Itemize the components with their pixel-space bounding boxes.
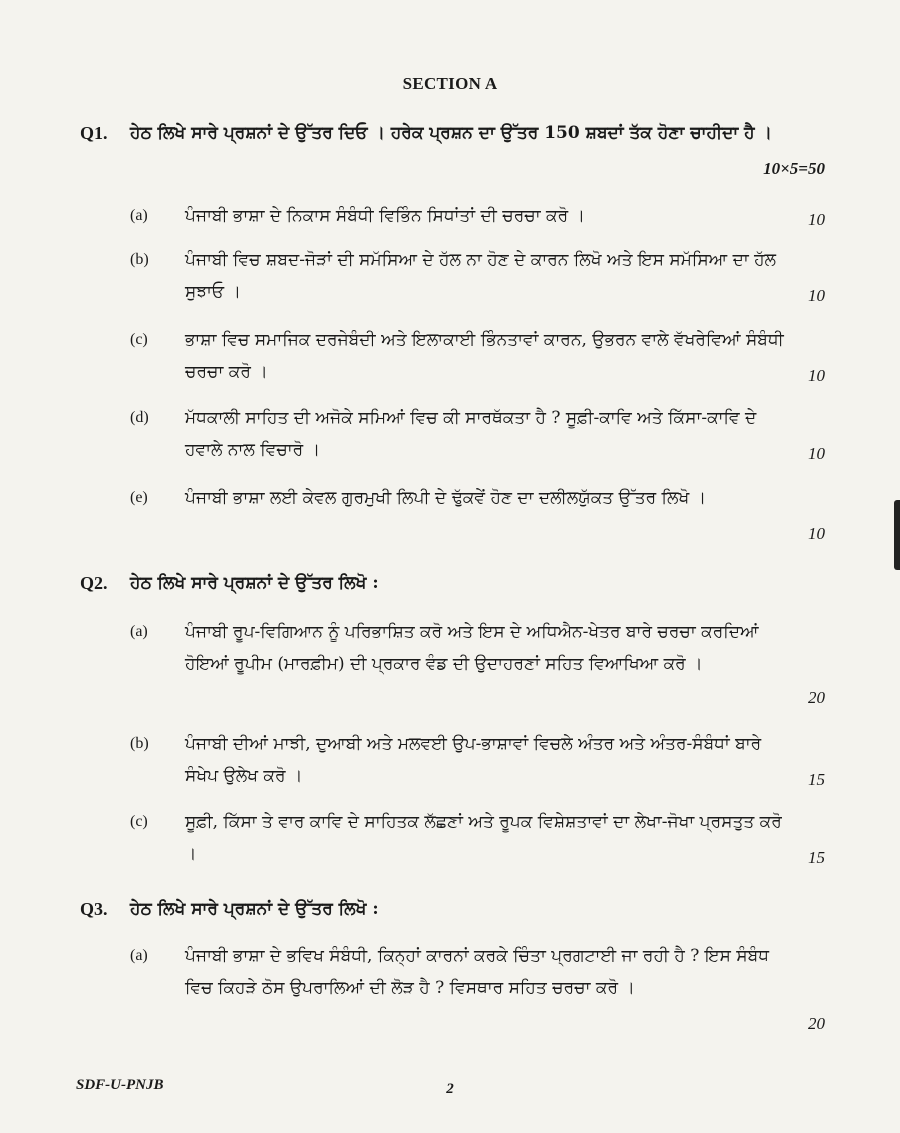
item-label: (a) bbox=[130, 947, 148, 964]
item-marks: 10 bbox=[808, 444, 825, 463]
question-item bbox=[130, 324, 825, 392]
item-text: ਪੰਜਾਬੀ ਭਾਸ਼ਾ ਦੇ ਭਵਿਖ ਸੰਬੰਧੀ, ਕਿਨ੍ਹਾਂ ਕਾਰਨਾਂ ਕਰਕੇ ਚਿੰਤਾ ਪ੍ਰਗਟਾਈ ਜਾ ਰਹੀ ਹੈ ? ਇਸ ਸੰਬੰਧ ਵਿਚ ਕਿਹੜੇ ਠੋਸ ਉਪਰਾਲਿਆਂ ਦੀ ਲੋੜ ਹੈ ? ਵਿਸਥਾਰ ਸਹਿਤ ਚਰਚਾ ਕਰੋ । bbox=[185, 946, 769, 998]
item-label: (c) bbox=[130, 331, 148, 348]
item-label: (b) bbox=[130, 735, 149, 752]
item-label: (d) bbox=[130, 409, 149, 426]
question-item bbox=[130, 402, 825, 470]
question-instruction: ਹੇਠ ਲਿਖੇ ਸਾਰੇ ਪ੍ਰਸ਼ਨਾਂ ਦੇ ਉੱਤਰ ਲਿਖੋ : bbox=[130, 899, 379, 919]
item-text: ਮੱਧਕਾਲੀ ਸਾਹਿਤ ਦੀ ਅਜੋਕੇ ਸਮਿਆਂ ਵਿਚ ਕੀ ਸਾਰਥੱਕਤਾ ਹੈ ? ਸੂਫ਼ੀ-ਕਾਵਿ ਅਤੇ ਕਿੱਸਾ-ਕਾਵਿ ਦੇ ਹਵਾਲੇ ਨਾਲ ਵਿਚਾਰੋ । bbox=[185, 408, 757, 460]
item-text: ਪੰਜਾਬੀ ਭਾਸ਼ਾ ਲਈ ਕੇਵਲ ਗੁਰਮੁਖੀ ਲਿਪੀ ਦੇ ਢੁੱਕਵੇਂ ਹੋਣ ਦਾ ਦਲੀਲਯੁੱਕਤ ਉੱਤਰ ਲਿਖੋ । bbox=[185, 488, 707, 508]
item-text: ਪੰਜਾਬੀ ਦੀਆਂ ਮਾਝੀ, ਦੁਆਬੀ ਅਤੇ ਮਲਵਈ ਉਪ-ਭਾਸ਼ਾਵਾਂ ਵਿਚਲੇ ਅੰਤਰ ਅਤੇ ਅੰਤਰ-ਸੰਬੰਧਾਂ ਬਾਰੇ ਸੰਖੇਪ ਉਲੇਖ ਕਰੋ । bbox=[185, 734, 762, 786]
question-number: Q2. bbox=[80, 573, 108, 593]
item-label: (c) bbox=[130, 813, 148, 830]
page-number: 2 bbox=[446, 1081, 454, 1097]
item-label: (e) bbox=[130, 489, 148, 506]
question-item bbox=[130, 616, 825, 714]
question-instruction: ਹੇਠ ਲਿਖੇ ਸਾਰੇ ਪ੍ਰਸ਼ਨਾਂ ਦੇ ਉੱਤਰ ਲਿਖੋ : bbox=[130, 573, 379, 593]
item-label: (a) bbox=[130, 623, 148, 640]
item-text: ਭਾਸ਼ਾ ਵਿਚ ਸਮਾਜਿਕ ਦਰਜੇਬੰਦੀ ਅਤੇ ਇਲਾਕਾਈ ਭਿੰਨਤਾਵਾਂ ਕਾਰਨ, ਉਭਰਨ ਵਾਲੇ ਵੱਖਰੇਵਿਆਂ ਸੰਬੰਧੀ ਚਰਚਾ ਕਰੋ । bbox=[185, 330, 784, 382]
item-label: (b) bbox=[130, 251, 149, 268]
item-marks: 10 bbox=[808, 286, 825, 305]
item-text: ਪੰਜਾਬੀ ਭਾਸ਼ਾ ਦੇ ਨਿਕਾਸ ਸੰਬੰਧੀ ਵਿਭਿੰਨ ਸਿਧਾਂਤਾਂ ਦੀ ਚਰਚਾ ਕਰੋ । bbox=[185, 206, 585, 226]
item-marks: 20 bbox=[808, 688, 825, 707]
total-marks: 10×5=50 bbox=[763, 159, 825, 178]
item-marks: 15 bbox=[808, 848, 825, 867]
question-item bbox=[130, 200, 825, 236]
item-marks: 15 bbox=[808, 770, 825, 789]
item-text: ਪੰਜਾਬੀ ਰੂਪ-ਵਿਗਿਆਨ ਨੂੰ ਪਰਿਭਾਸ਼ਿਤ ਕਰੋ ਅਤੇ ਇਸ ਦੇ ਅਧਿਐਨ-ਖੇਤਰ ਬਾਰੇ ਚਰਚਾ ਕਰਦਿਆਂ ਹੋਇਆਂ ਰੂਪੀਮ (ਮਾਰਫ਼ੀਮ) ਦੀ ਪ੍ਰਕਾਰ ਵੰਡ ਦੀ ਉਦਾਹਰਣਾਂ ਸਹਿਤ ਵਿਆਖਿਆ ਕਰੋ । bbox=[185, 622, 759, 674]
paper-code: SDF-U-PNJB bbox=[76, 1077, 164, 1093]
question-instruction: ਹੇਠ ਲਿਖੇ ਸਾਰੇ ਪ੍ਰਸ਼ਨਾਂ ਦੇ ਉੱਤਰ ਦਿਓ । ਹਰੇਕ ਪ੍ਰਸ਼ਨ ਦਾ ਉੱਤਰ 150 ਸ਼ਬਦਾਂ ਤੱਕ ਹੋਣਾ ਚਾਹੀਦਾ ਹੈ । bbox=[130, 123, 772, 143]
question-number: Q1. bbox=[80, 123, 108, 143]
binding-edge-mark bbox=[894, 500, 900, 570]
section-title: SECTION A bbox=[402, 74, 498, 93]
item-label: (a) bbox=[130, 207, 148, 224]
question-number: Q3. bbox=[80, 899, 108, 919]
item-marks: 10 bbox=[808, 524, 825, 543]
question-item bbox=[130, 244, 825, 312]
item-text: ਸੂਫ਼ੀ, ਕਿੱਸਾ ਤੇ ਵਾਰ ਕਾਵਿ ਦੇ ਸਾਹਿਤਕ ਲੱਛਣਾਂ ਅਤੇ ਰੂਪਕ ਵਿਸ਼ੇਸ਼ਤਾਵਾਂ ਦਾ ਲੇਖਾ-ਜੋਖਾ ਪ੍ਰਸਤੁਤ ਕਰੋ । bbox=[185, 812, 782, 864]
item-marks: 10 bbox=[808, 366, 825, 385]
item-marks: 10 bbox=[808, 210, 825, 229]
question-item bbox=[130, 728, 825, 796]
question-item bbox=[130, 940, 825, 1040]
question-item bbox=[130, 806, 825, 874]
question-1-heading bbox=[80, 116, 825, 186]
item-text: ਪੰਜਾਬੀ ਵਿਚ ਸ਼ਬਦ-ਜੋੜਾਂ ਦੀ ਸਮੱਸਿਆ ਦੇ ਹੱਲ ਨਾ ਹੋਣ ਦੇ ਕਾਰਨ ਲਿਖੋ ਅਤੇ ਇਸ ਸਮੱਸਿਆ ਦਾ ਹੱਲ ਸੁਝਾਓ । bbox=[185, 250, 777, 302]
question-3-heading bbox=[80, 892, 825, 928]
item-marks: 20 bbox=[808, 1014, 825, 1033]
question-2-heading bbox=[80, 566, 825, 602]
question-item bbox=[130, 482, 825, 550]
